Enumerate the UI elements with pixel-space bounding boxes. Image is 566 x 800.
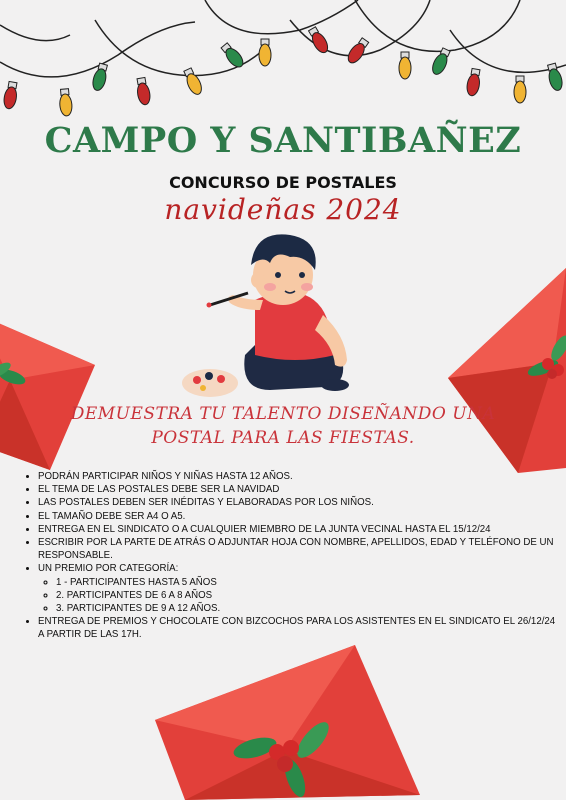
list-item: • LAS POSTALES DEBEN SER INÉDITAS Y ELABORADAS POR LOS NIÑOS. — [38, 496, 563, 509]
tagline-line-2: POSTAL PARA LAS FIESTAS. — [151, 428, 415, 448]
child-painting-icon — [175, 225, 380, 405]
tagline-line-1: DEMUESTRA TU TALENTO DISEÑANDO UNA — [70, 404, 496, 424]
paint-palette-icon — [182, 369, 238, 397]
list-item: • EL TEMA DE LAS POSTALES DEBE SER LA NAVIDAD — [38, 483, 563, 496]
category-item: ◦ 1 - PARTICIPANTES HASTA 5 AÑOS — [56, 576, 563, 589]
category-item: ◦ 2. PARTICIPANTES DE 6 A 8 AÑOS — [56, 589, 563, 602]
page-title: CAMPO Y SANTIBAÑEZ — [44, 120, 522, 161]
contest-subtitle: CONCURSO DE POSTALES — [169, 173, 397, 192]
envelope-icon — [145, 640, 425, 800]
list-item: • PODRÁN PARTICIPAR NIÑOS Y NIÑAS HASTA 12 AÑOS. — [38, 470, 563, 483]
list-item: • ENTREGA EN EL SINDICATO O A CUALQUIER MIEMBRO DE LA JUNTA VECINAL HASTA EL 15/12/24 — [38, 523, 563, 536]
list-item — [38, 562, 563, 615]
list-item: • ENTREGA DE PREMIOS Y CHOCOLATE CON BIZCOCHOS PARA LOS ASISTENTES EN EL SINDICATO EL 26/12/24 A PARTIR DE LAS 17H. — [38, 615, 563, 641]
tagline — [0, 402, 566, 450]
list-item: • ESCRIBIR POR LA PARTE DE ATRÁS O ADJUNTAR HOJA CON NOMBRE, APELLIDOS, EDAD Y TELÉFONO DE UN RESPONSABLE. — [38, 536, 563, 562]
script-title: navideñas 2024 — [164, 193, 402, 226]
prize-heading: UN PREMIO POR CATEGORÍA: — [38, 563, 179, 575]
category-item: ◦ 3. PARTICIPANTES DE 9 A 12 AÑOS. — [56, 602, 563, 615]
christmas-lights-icon — [0, 0, 566, 125]
list-item: • EL TAMAÑO DEBE SER A4 O A5. — [38, 510, 563, 523]
category-list — [38, 576, 563, 616]
rules-list — [28, 470, 563, 642]
